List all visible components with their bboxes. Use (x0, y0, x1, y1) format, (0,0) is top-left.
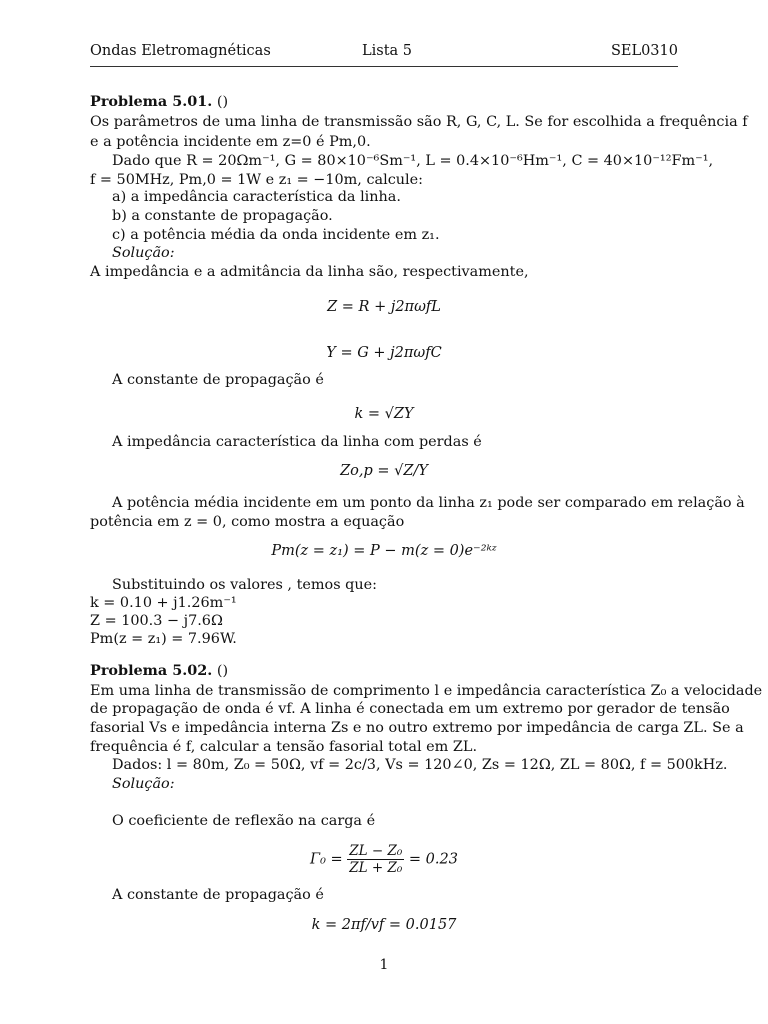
problem-title-suffix: () (212, 663, 229, 679)
text-line: f = 50MHz, Pm,0 = 1W e z₁ = −10m, calcule: (90, 172, 423, 188)
problem-title-text: Problema 5.02. (90, 662, 213, 679)
equation: k = 2πf/vf = 0.0157 (311, 917, 457, 933)
result-line: Z = 100.3 − j7.6Ω (90, 613, 223, 629)
text-line: frequência é f, calcular a tensão fasorial total em ZL. (90, 739, 478, 755)
page (90, 0, 763, 1024)
solution-label: Solução: (112, 245, 175, 261)
fraction (347, 843, 404, 876)
equation-fraction (90, 843, 678, 876)
solution-label: Solução: (112, 776, 175, 792)
fraction-denominator: ZL + Z₀ (349, 860, 403, 876)
header-center: Lista 5 (362, 43, 413, 59)
text-line: Os parâmetros de uma linha de transmissão são R, G, C, L. Se for escolhida a frequência f (90, 114, 748, 130)
text-line: A impedância e a admitância da linha são, respectivamente, (90, 264, 529, 280)
problem-title (90, 662, 228, 679)
equation-right: = 0.23 (408, 851, 458, 868)
page-number: 1 (379, 957, 389, 973)
result-line: Pm(z = z₁) = 7.96W. (90, 631, 237, 647)
text-line: A constante de propagação é (112, 887, 324, 903)
header-rule (90, 66, 678, 67)
equation: k = √ZY (354, 406, 414, 422)
text-line: de propagação de onda é vf. A linha é conectada em um extremo por gerador de tensão (90, 701, 730, 717)
text-line: Substituindo os valores , temos que: (112, 577, 377, 593)
text-line: fasorial Vs e impedância interna Zs e no outro extremo por impedância de carga ZL. Se a (90, 720, 744, 736)
equation: Z = R + j2πωfL (327, 299, 441, 315)
header-left: Ondas Eletromagnéticas (90, 43, 271, 59)
equation: Pm(z = z₁) = P − m(z = 0)e⁻²ᵏᶻ (271, 543, 497, 559)
list-item: a) a impedância característica da linha. (112, 189, 401, 205)
problem-title (90, 93, 228, 110)
list-item: b) a constante de propagação. (112, 208, 333, 224)
result-line: k = 0.10 + j1.26m⁻¹ (90, 595, 237, 611)
text-line: A impedância característica da linha com perdas é (112, 434, 482, 450)
equation: Y = G + j2πωfC (326, 345, 442, 361)
text-line: Dado que R = 20Ωm⁻¹, G = 80×10⁻⁶Sm⁻¹, L = 0.4×10⁻⁶Hm⁻¹, C = 40×10⁻¹²Fm⁻¹, (112, 153, 714, 169)
list-item: c) a potência média da onda incidente em z₁. (112, 227, 440, 243)
text-line: A constante de propagação é (112, 372, 324, 388)
equation-left: Γ₀ = (310, 851, 343, 868)
problem-title-text: Problema 5.01. (90, 93, 213, 110)
problem-title-suffix: () (212, 94, 229, 110)
text-line: Em uma linha de transmissão de comprimento l e impedância característica Z₀ a velocidade (90, 683, 763, 699)
text-line: Dados: l = 80m, Z₀ = 50Ω, vf = 2c/3, Vs = 120∠0, Zs = 12Ω, ZL = 80Ω, f = 500kHz. (112, 757, 728, 773)
equation: Zo,p = √Z/Y (340, 463, 428, 479)
fraction-numerator: ZL − Z₀ (349, 843, 403, 859)
text-line: A potência média incidente em um ponto da linha z₁ pode ser comparado em relação à (112, 495, 745, 511)
text-line: O coeficiente de reflexão na carga é (112, 813, 376, 829)
text-line: e a potência incidente em z=0 é Pm,0. (90, 134, 371, 150)
text-line: potência em z = 0, como mostra a equação (90, 514, 405, 530)
header-right: SEL0310 (610, 43, 678, 59)
